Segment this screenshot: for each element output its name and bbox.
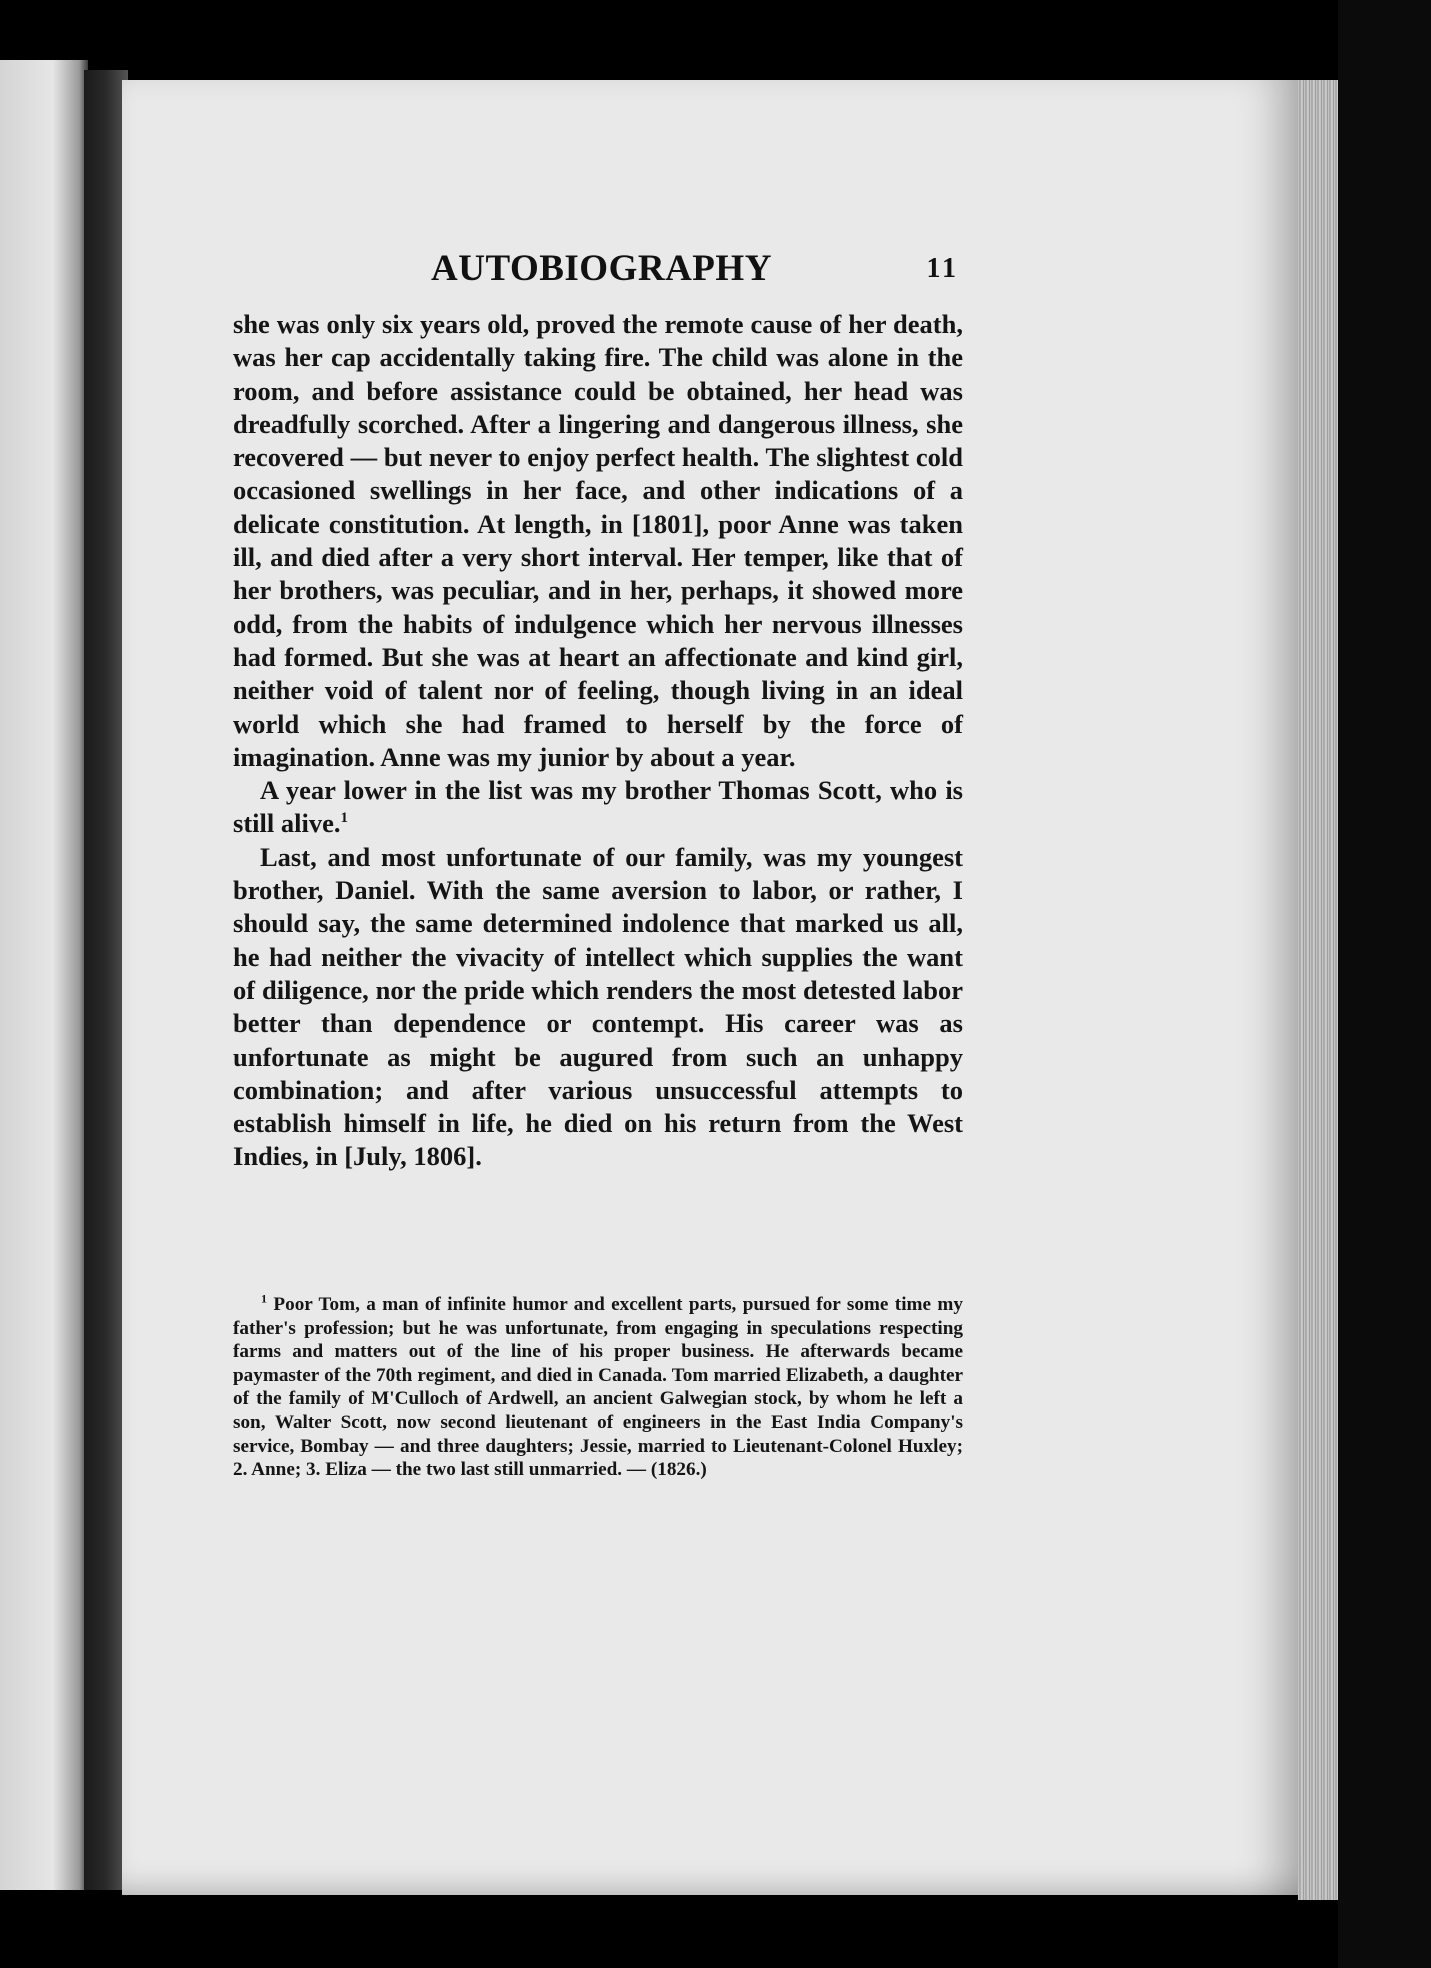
paragraph-thomas-text: A year lower in the list was my brother Thomas Scott, who is still alive. bbox=[233, 775, 963, 839]
footnote-reference: 1 bbox=[340, 810, 348, 827]
running-title: AUTOBIOGRAPHY bbox=[431, 248, 772, 289]
footnote-marker: 1 bbox=[261, 1291, 267, 1306]
paragraph-daniel: Last, and most unfortunate of our family, was my youngest brother, Daniel. With the same aversion to labor, or rather, I should say, the same determined indolence that marked us all, he had neither the vivacity of intellect which supplies the want of diligence, nor the pride which renders the most detested labor better than dependence or contempt. His career was as unfortunate as might be augured from such an unhappy combination; and after various unsuccessful attempts to establish himself in life, he died on his return from the West Indies, in [July, 1806]. bbox=[233, 841, 963, 1172]
footnote bbox=[233, 1293, 963, 1482]
footnote-text: Poor Tom, a man of infinite humor and excellent parts, pursued for some time my father's profession; but he was unfortunate, from engaging in speculations respecting farms and matters out of the line of his proper business. He afterwards became paymaster of the 70th regiment, and died in Canada. Tom married Elizabeth, a daughter of the family of M'Culloch of Ardwell, an ancient Galwegian stock, by whom he left a son, Walter Scott, now second lieutenant of engineers in the East India Company's service, Bombay — and three daughters; Jessie, married to Lieutenant-Colonel Huxley; 2. Anne; 3. Eliza — the two last still unmarried. — (1826.) bbox=[233, 1294, 963, 1481]
page-number: 11 bbox=[926, 253, 959, 284]
page-stack-edge bbox=[1298, 80, 1338, 1900]
paragraph-thomas bbox=[233, 774, 963, 841]
paragraph-continued: she was only six years old, proved the remote cause of her death, was her cap accidentally taking fire. The child was alone in the room, and before assistance could be obtained, her head was dreadfully scorched. After a lingering and dangerous illness, she recovered — but never to enjoy perfect health. The slightest cold occasioned swellings in her face, and other indications of a delicate constitution. At length, in [1801], poor Anne was taken ill, and died after a very short interval. Her temper, like that of her brothers, was peculiar, and in her, perhaps, it showed more odd, from the habits of indulgence which her nervous illnesses had formed. But she was at heart an affectionate and kind girl, neither void of talent nor of feeling, though living in an ideal world which she had framed to herself by the force of imagination. Anne was my junior by about a year. bbox=[233, 309, 963, 772]
body-text bbox=[233, 308, 963, 1174]
running-header bbox=[235, 247, 969, 297]
facing-page-edge bbox=[0, 60, 88, 1890]
scan-background bbox=[1338, 0, 1431, 1968]
